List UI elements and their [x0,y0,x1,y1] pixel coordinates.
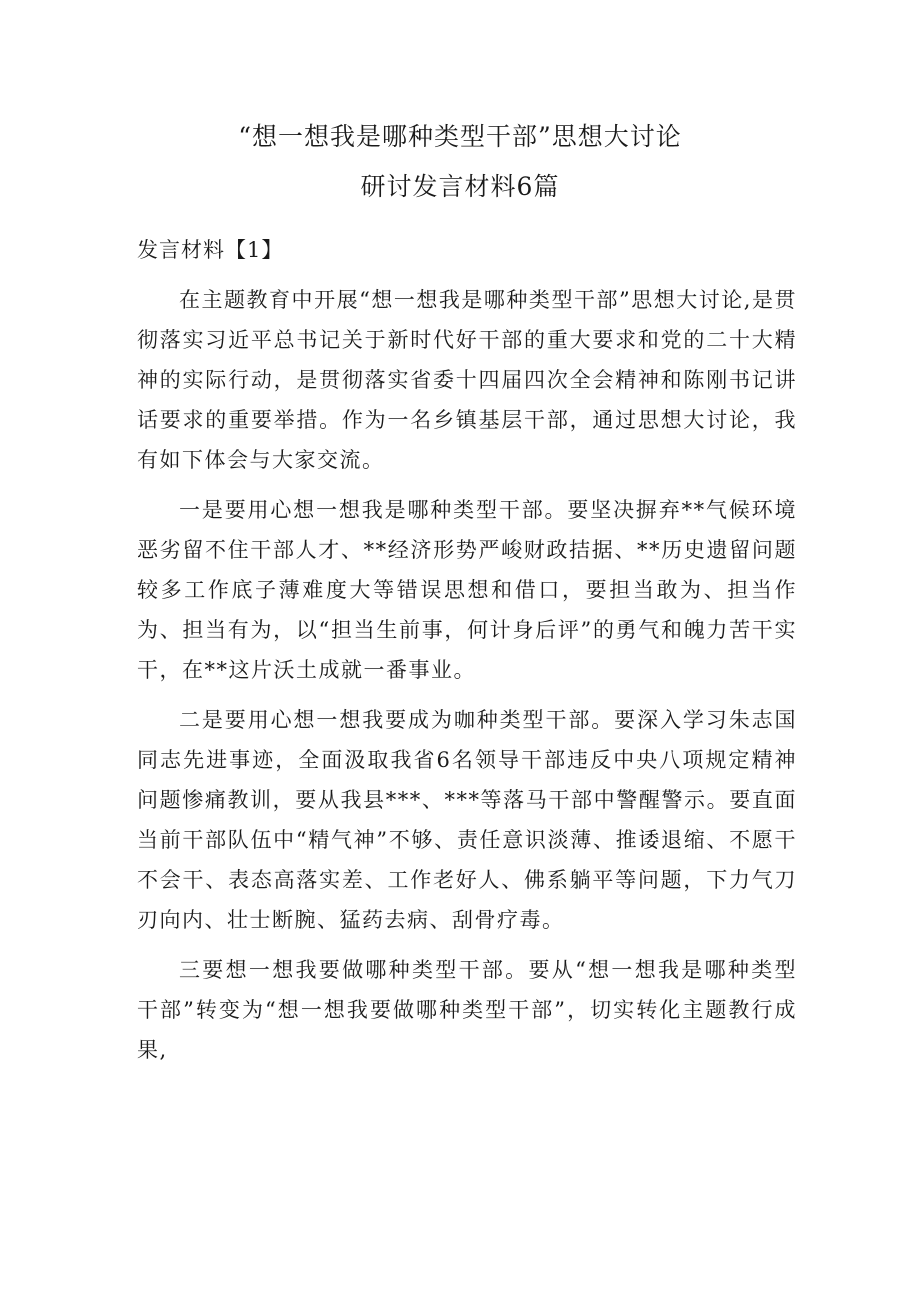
paragraph-3: 二是要用心想一想我要成为咖种类型干部。要深入学习朱志国同志先进事迹，全面汲取我省6名领导干部违反中央八项规定精神问题惨痛教训，要从我县***、***等落马干部中警醒警示。要直面当前干部队伍中“精气神”不够、责任意识淡薄、推诿退缩、不愿干不会干、表态高落实差、工作老好人、佛系躺平等问题，下力气刀刃向内、壮士断腕、猛药去病、刮骨疗毒。 [137,708,797,932]
title-line-2: 研讨发言材料6篇 [360,172,560,201]
document-body [137,230,797,1080]
section-heading: 发言材料【1】 [137,238,284,262]
document-title [0,112,920,212]
paragraph-4: 三要想一想我要做哪种类型干部。要从“想一想我是哪种类型干部”转变为“想一想我要做哪种类型干部”，切实转化主题教行成果, [137,958,797,1062]
title-line-1: “想一想我是哪种类型干部”思想大讨论 [238,122,682,151]
paragraph-1: 在主题教育中开展“想一想我是哪种类型干部”思想大讨论,是贯彻落实习近平总书记关于新时代好干部的重大要求和党的二十大精神的实际行动，是贯彻落实省委十四届四次全会精神和陈刚书记讲话要求的重要举措。作为一名乡镇基层干部，通过思想大讨论，我有如下体会与大家交流。 [137,288,797,472]
paragraph-2: 一是要用心想一想我是哪种类型干部。要坚决摒弃**气候环境恶劣留不住干部人才、**经济形势严峻财政拮据、**历史遗留问题较多工作底子薄难度大等错误思想和借口，要担当敢为、担当作为、担当有为，以“担当生前事，何计身后评”的勇气和魄力苦干实干，在**这片沃土成就一番事业。 [137,498,797,682]
